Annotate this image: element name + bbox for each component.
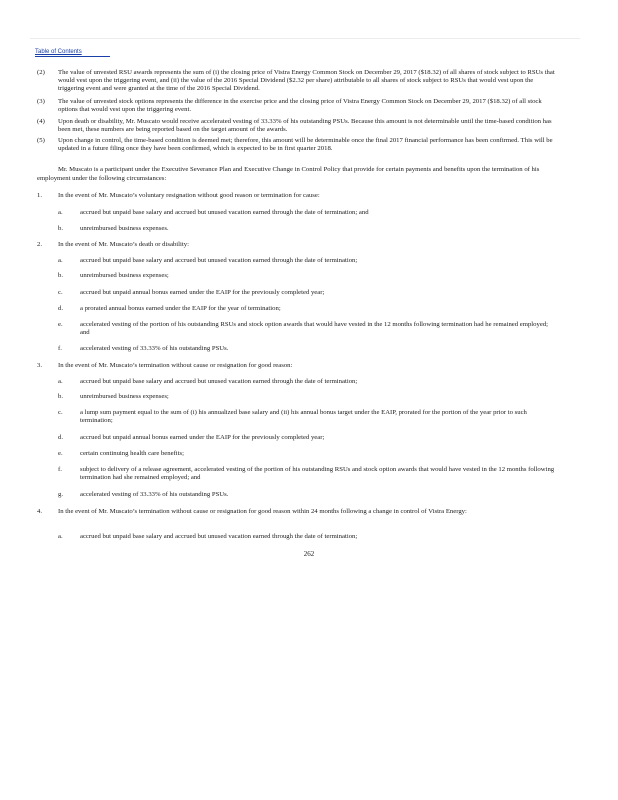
item-number: 4. xyxy=(37,508,43,515)
footnote-4 xyxy=(37,118,557,134)
header-divider xyxy=(30,38,580,39)
sub-item-3c xyxy=(58,409,558,425)
footnote-marker: (4) xyxy=(37,118,45,125)
sub-item-text: unreimbursed business expenses; xyxy=(80,393,169,400)
sub-item-letter: a. xyxy=(58,257,63,264)
sub-item-letter: c. xyxy=(58,289,63,296)
sub-item-text: accrued but unpaid annual bonus earned under the EAIP for the previously completed year; xyxy=(80,289,325,296)
sub-item-3g xyxy=(58,491,558,499)
sub-item-3f xyxy=(58,466,558,482)
sub-item-letter: a. xyxy=(58,533,63,540)
sub-item-letter: a. xyxy=(58,209,63,216)
item-number: 2. xyxy=(37,241,43,248)
item-text: In the event of Mr. Muscato’s termination without cause or resignation for good reason within 24 months following a change in control of Vistra Energy: xyxy=(58,508,467,515)
page-number: 262 xyxy=(303,550,315,558)
sub-item-3d xyxy=(58,434,558,442)
sub-item-text: accelerated vesting of the portion of his outstanding RSUs and stock option awards that would have vested in the 12 months following termination had he remained employed; and xyxy=(80,321,549,337)
sub-item-text: a prorated annual bonus earned under the EAIP for the year of termination; xyxy=(80,305,281,312)
sub-item-letter: d. xyxy=(58,305,64,312)
sub-item-letter: d. xyxy=(58,434,64,441)
sub-item-text: certain continuing health care benefits; xyxy=(80,450,184,457)
sub-item-text: subject to delivery of a release agreement, accelerated vesting of the portion of his outstanding RSUs and stock option awards that would have vested in the 12 months following termination had she remained employed; and xyxy=(80,466,555,482)
sub-item-letter: g. xyxy=(58,491,64,498)
sub-item-text: unreimbursed business expenses. xyxy=(80,225,169,232)
sub-item-4a xyxy=(58,533,558,541)
sub-item-text: accelerated vesting of 33.33% of his outstanding PSUs. xyxy=(80,491,229,498)
item-text: In the event of Mr. Muscato’s voluntary resignation without good reason or termination for cause: xyxy=(58,192,320,199)
sub-item-2d xyxy=(58,305,558,313)
intro-paragraph xyxy=(37,165,557,183)
list-item-3 xyxy=(37,362,557,370)
footnote-marker: (3) xyxy=(37,98,45,105)
sub-item-letter: a. xyxy=(58,378,63,385)
sub-item-2f xyxy=(58,345,558,353)
sub-item-text: accrued but unpaid base salary and accrued but unused vacation earned through the date of termination; xyxy=(80,378,358,385)
footnote-5 xyxy=(37,137,557,153)
sub-item-1b xyxy=(58,225,558,233)
sub-item-2e xyxy=(58,321,558,337)
footnote-text: The value of unvested stock options represents the difference in the exercise price and the closing price of Vistra Energy Common Stock on December 29, 2017 ($18.32) of all stock options that would vest upon the triggering event. xyxy=(58,98,542,114)
sub-item-letter: f. xyxy=(58,466,62,473)
list-item-2 xyxy=(37,241,557,249)
sub-item-text: accelerated vesting of 33.33% of his outstanding PSUs. xyxy=(80,345,229,352)
sub-item-letter: e. xyxy=(58,450,63,457)
sub-item-3e xyxy=(58,450,558,458)
sub-item-2c xyxy=(58,289,558,297)
sub-item-letter: f. xyxy=(58,345,62,352)
sub-item-text: accrued but unpaid base salary and accrued but unused vacation earned through the date of termination; and xyxy=(80,209,369,216)
sub-item-letter: b. xyxy=(58,393,64,400)
sub-item-3a xyxy=(58,378,558,386)
list-item-1 xyxy=(37,192,557,200)
sub-item-text: unreimbursed business expenses; xyxy=(80,272,169,279)
item-number: 1. xyxy=(37,192,43,199)
sub-item-1a xyxy=(58,209,558,217)
footnote-marker: (2) xyxy=(37,69,45,76)
sub-item-letter: c. xyxy=(58,409,63,416)
sub-item-2b xyxy=(58,272,558,280)
sub-item-text: accrued but unpaid base salary and accrued but unused vacation earned through the date of termination; xyxy=(80,257,358,264)
footnote-text: Upon death or disability, Mr. Muscato would receive accelerated vesting of 33.33% of his outstanding PSUs. Because this amount is not determinable until the time-based condition has been met, these numbers are being reported based on the target amount of the awards. xyxy=(58,118,552,134)
sub-item-3b xyxy=(58,393,558,401)
table-of-contents-link[interactable]: Table of Contents xyxy=(35,49,110,57)
footnote-text: Upon change in control, the time-based condition is deemed met; therefore, this amount will be determinable once the final 2017 financial performance has been confirmed. This will be updated in a future filing once they have been confirmed, which is expected to be in first quarter 2018. xyxy=(58,137,553,153)
intro-text: Mr. Muscato is a participant under the Executive Severance Plan and Executive Change in Control Policy that provide for certain payments and benefits upon the termination of his employment under the following circumstances: xyxy=(37,166,540,182)
footnote-2 xyxy=(37,69,557,93)
sub-item-text: accrued but unpaid base salary and accrued but unused vacation earned through the date of termination; xyxy=(80,533,358,540)
sub-item-text: a lump sum payment equal to the sum of (i) his annualized base salary and (ii) his annual bonus target under the EAIP, prorated for the portion of the year prior to such termination; xyxy=(80,409,527,425)
item-number: 3. xyxy=(37,362,43,369)
footnote-text: The value of unvested RSU awards represents the sum of (i) the closing price of Vistra Energy Common Stock on December 29, 2017 ($18.32) of all shares of stock subject to RSUs that would vest upon the triggering event, and (ii) the value of the 2016 Special Dividend ($2.32 per share) attributable to all shares of stock subject to RSUs that would vest upon the triggering event and were granted at the time of the 2016 Special Dividend. xyxy=(58,69,555,93)
sub-item-letter: b. xyxy=(58,225,64,232)
item-text: In the event of Mr. Muscato’s death or disability: xyxy=(58,241,189,248)
sub-item-letter: b. xyxy=(58,272,64,279)
item-text: In the event of Mr. Muscato’s termination without cause or resignation for good reason: xyxy=(58,362,293,369)
sub-item-2a xyxy=(58,257,558,265)
sub-item-text: accrued but unpaid annual bonus earned under the EAIP for the previously completed year; xyxy=(80,434,325,441)
list-item-4 xyxy=(37,508,557,516)
sub-item-letter: e. xyxy=(58,321,63,328)
footnote-marker: (5) xyxy=(37,137,45,144)
footnote-3 xyxy=(37,98,557,114)
